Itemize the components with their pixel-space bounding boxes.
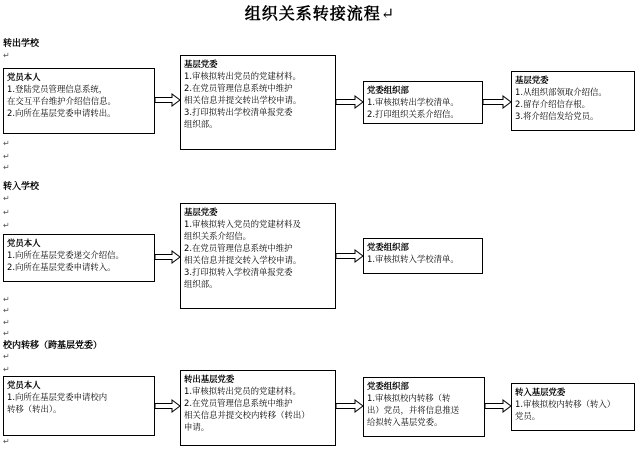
box-line: 组织部。 [184,119,218,129]
section-label-internal-transfer: 校内转移（跨基层党委） [3,341,103,351]
box-line: 相关信息并提交转入学校申请。 [184,255,302,265]
box-org-dept-in [363,238,483,274]
box-org-dept-out [363,81,483,124]
box-line: 1.审核拟校内转移（转 [367,393,451,403]
arrow-icon [155,93,181,107]
box-head: 党员本人 [7,380,41,390]
box-line: 2.留存介绍信存根。 [515,99,590,109]
paragraph-mark: ↵ [3,352,10,361]
box-line: 1.向所在基层党委申请校内 [7,392,108,402]
box-head: 党委组织部 [367,85,409,95]
section-label-transfer-in: 转入学校 [3,182,40,192]
box-line: 在交互平台维护介绍信信息。 [7,96,116,106]
box-line: 转移（转出）。 [7,404,62,414]
box-member-out [3,68,155,134]
box-line: 1.审核拟转入学校清单。 [367,254,459,264]
box-head: 党委组织部 [367,242,409,252]
box-line: 3.将介绍信发给党员。 [515,111,599,121]
paragraph-mark: ↵ [3,208,10,217]
arrow-icon [336,95,364,109]
arrow-icon [336,249,364,263]
box-line: 组织部。 [184,279,218,289]
paragraph-mark: ↵ [3,365,10,374]
paragraph-mark: ↵ [3,437,10,446]
paragraph-mark: ↵ [3,221,10,230]
paragraph-mark: ↵ [3,194,10,203]
page-title: 组织关系转接流程↵ [244,4,396,23]
box-line: 1.审核拟转出学校清单。 [367,97,459,107]
paragraph-mark: ↵ [3,295,10,304]
box-line: 组织关系介绍信。 [184,231,251,241]
box-head: 转入基层党委 [515,387,566,397]
arrow-icon [155,250,181,264]
box-head: 基层党委 [184,59,218,69]
box-committee-out [180,55,336,150]
paragraph-mark: ↵ [3,329,10,338]
box-committee-transfer-out [180,370,336,446]
box-head: 基层党委 [184,207,218,217]
box-line: 2.在党员管理信息系统中维护 [184,83,293,93]
box-line: 党员。 [515,411,541,421]
box-head: 党委组织部 [367,381,409,391]
paragraph-mark: ↵ [3,163,10,172]
box-line: 出）党员，并将信息推送 [367,405,460,415]
section-label-transfer-out: 转出学校 [3,39,40,49]
paragraph-mark: ↵ [3,152,10,161]
box-head: 基层党委 [515,75,549,85]
box-line: 1.审核拟校内转移（转入） [515,399,616,409]
box-line: 相关信息并提交转出学校申请。 [184,95,302,105]
paragraph-mark: ↵ [3,318,10,327]
box-line: 1.从组织部领取介绍信。 [515,87,607,97]
box-line: 1.向所在基层党委递交介绍信。 [7,250,124,260]
paragraph-mark: ↵ [3,139,10,148]
box-committee-out-final [511,71,635,131]
box-line: 2.在党员管理信息系统中维护 [184,243,293,253]
arrow-icon [336,399,364,413]
box-line: 给拟转入基层党委。 [367,417,443,427]
box-committee-transfer-in [511,383,635,431]
box-head: 党员本人 [7,72,41,82]
arrow-icon [483,95,512,109]
arrow-icon [485,399,512,413]
box-line: 3.打印拟转出学校清单报党委 [184,107,293,117]
box-member-internal [3,376,155,436]
box-line: 2.打印组织关系介绍信。 [367,109,459,119]
box-line: 2.向所在基层党委申请转入。 [7,262,116,272]
box-line: 1.审核拟转出党员的党建材料。 [184,71,301,81]
box-line: 2.向所在基层党委申请转出。 [7,108,116,118]
arrow-icon [155,399,181,413]
box-line: 1.登陆党员管理信息系统， [7,84,108,94]
box-line: 3.打印拟转入学校清单报党委 [184,267,293,277]
paragraph-mark: ↵ [3,306,10,315]
box-member-in [3,234,155,282]
box-line: 2.在党员管理信息系统中维护 [184,398,293,408]
box-committee-in [180,203,336,309]
box-org-dept-internal [363,377,485,437]
box-line: 1.审核拟转入党员的党建材料及 [184,219,301,229]
box-head: 转出基层党委 [184,374,235,384]
box-head: 党员本人 [7,238,41,248]
paragraph-mark: ↵ [3,51,10,60]
box-line: 相关信息并提交校内转移（转出） [184,410,310,420]
box-line: 申请。 [184,422,210,432]
box-line: 1.审核拟转出党员的党建材料。 [184,386,301,396]
